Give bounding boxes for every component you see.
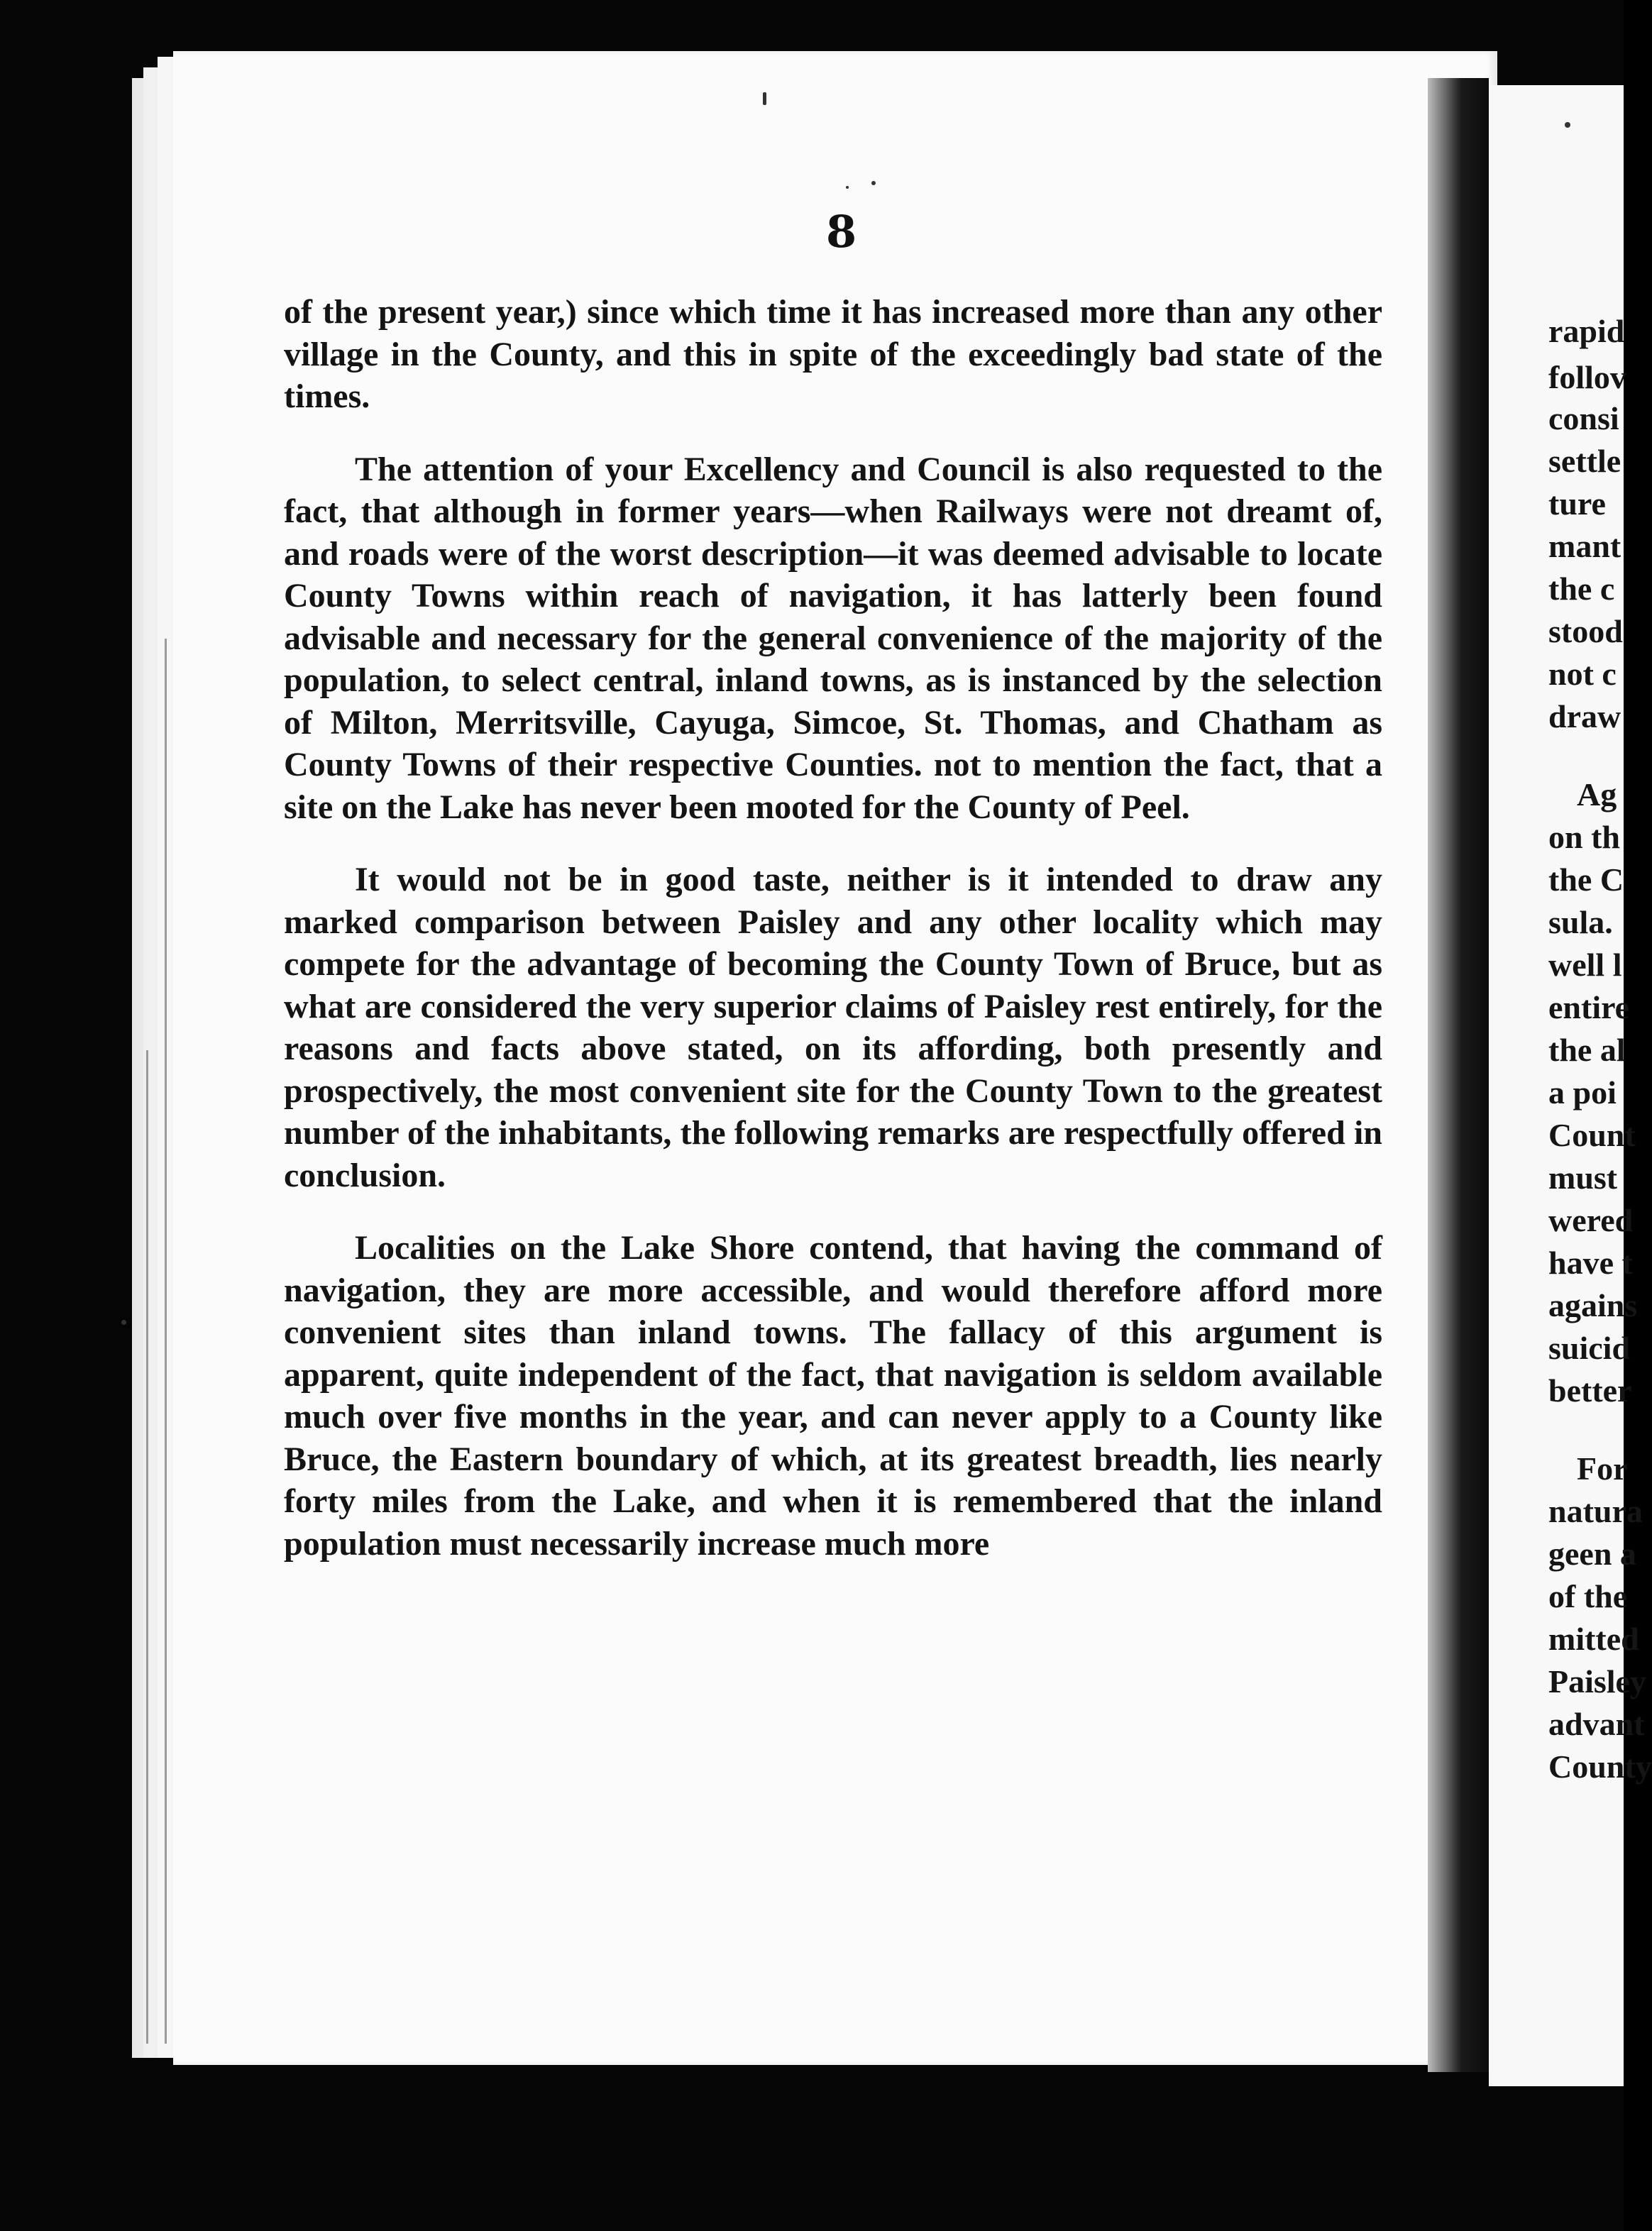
- facing-page-line: County: [1548, 1748, 1652, 1785]
- scan-speck: [871, 181, 876, 185]
- facing-page-line: agains: [1548, 1287, 1638, 1323]
- page-edge-line: [165, 639, 167, 2044]
- facing-page-line: suicid: [1548, 1330, 1631, 1366]
- facing-page-line: entire: [1548, 989, 1630, 1025]
- facing-page-line: settle: [1548, 443, 1621, 479]
- scan-speck: [1565, 122, 1570, 128]
- facing-page-line: on th: [1548, 819, 1620, 855]
- facing-page-line: sula.: [1548, 904, 1613, 940]
- facing-page-line: For: [1577, 1450, 1628, 1487]
- facing-page-line: rapid: [1548, 313, 1625, 349]
- paragraph-4: Localities on the Lake Shore contend, that having the command of navigation, they are more accessible, and would therefore afford more convenient sites than inland towns. The fallacy of this argument is apparent, quite independent of the fact, that navigation is seldom available much over five months in the year, and can never apply to a County like Bruce, the Eastern boundary of which, at its greatest breadth, lies nearly forty miles from the Lake, and when it is remembered that the inland population must necessarily increase much more: [284, 1229, 1382, 1563]
- facing-page-line: the al: [1548, 1032, 1626, 1068]
- facing-page-line: natura: [1548, 1493, 1643, 1529]
- page-edge-line: [146, 1050, 148, 2044]
- scan-speck: [121, 1320, 126, 1325]
- facing-page-line: stood: [1548, 613, 1623, 649]
- facing-page-line: follov: [1548, 359, 1626, 395]
- paragraph-1: of the present year,) since which time it has increased more than any other village in the County, and this in spite of the exceedingly bad state of the times.: [284, 293, 1382, 415]
- facing-page-line: better: [1548, 1372, 1632, 1409]
- facing-page-line: of the: [1548, 1578, 1628, 1614]
- facing-page-line: Paisley: [1548, 1663, 1646, 1700]
- facing-page-line: geen a: [1548, 1536, 1636, 1572]
- facing-page-line: a poi: [1548, 1074, 1617, 1111]
- facing-page-line: ture: [1548, 485, 1606, 522]
- facing-page-line: advant: [1548, 1706, 1645, 1742]
- facing-page-line: mitted: [1548, 1621, 1639, 1657]
- facing-page-line: the C: [1548, 861, 1624, 898]
- page-number: 8: [826, 206, 857, 258]
- facing-page-line: well l: [1548, 947, 1622, 983]
- facing-page-line: mant: [1548, 528, 1621, 564]
- paragraph-2: The attention of your Excellency and Council is also requested to the fact, that although in former years—when Railways were not dreamt of, and roads were of the worst description—it was deemed advisable to locate County Towns within reach of navigation, it has latterly been found advisable and necessary for the general convenience of the majority of the population, to select central, inland towns, as is instanced by the selection of Milton, Merritsville, Cayuga, Simcoe, St. Thomas, and Chatham as County Towns of their respective Counties. not to mention the fact, that a site on the Lake has never been mooted for the County of Peel.: [284, 450, 1382, 826]
- facing-page-line: consi: [1548, 400, 1619, 436]
- facing-page-line: Ag: [1577, 776, 1617, 812]
- page-body-text: [284, 291, 1382, 1595]
- facing-page-line: not c: [1548, 656, 1617, 692]
- facing-page-line: wered: [1548, 1202, 1634, 1238]
- book-gutter: [1428, 78, 1489, 2072]
- facing-page-line: Count: [1548, 1117, 1636, 1153]
- facing-page-line: draw: [1548, 698, 1621, 734]
- facing-page-line: have t: [1548, 1245, 1633, 1281]
- facing-page-line: the c: [1548, 571, 1615, 607]
- facing-page-line: must: [1548, 1159, 1618, 1196]
- scan-speck: [763, 92, 766, 105]
- scan-speck: [846, 186, 849, 189]
- paragraph-3: It would not be in good taste, neither is it intended to draw any marked comparison between Paisley and any other locality which may compete for the advantage of becoming the County Town of Bruce, but as what are considered the very superior claims of Paisley rest entirely, for the reasons and facts above stated, on its affording, both presently and prospectively, the most convenient site for the County Town to the greatest number of the inhabitants, the following remarks are respectfully offered in conclusion.: [284, 861, 1382, 1194]
